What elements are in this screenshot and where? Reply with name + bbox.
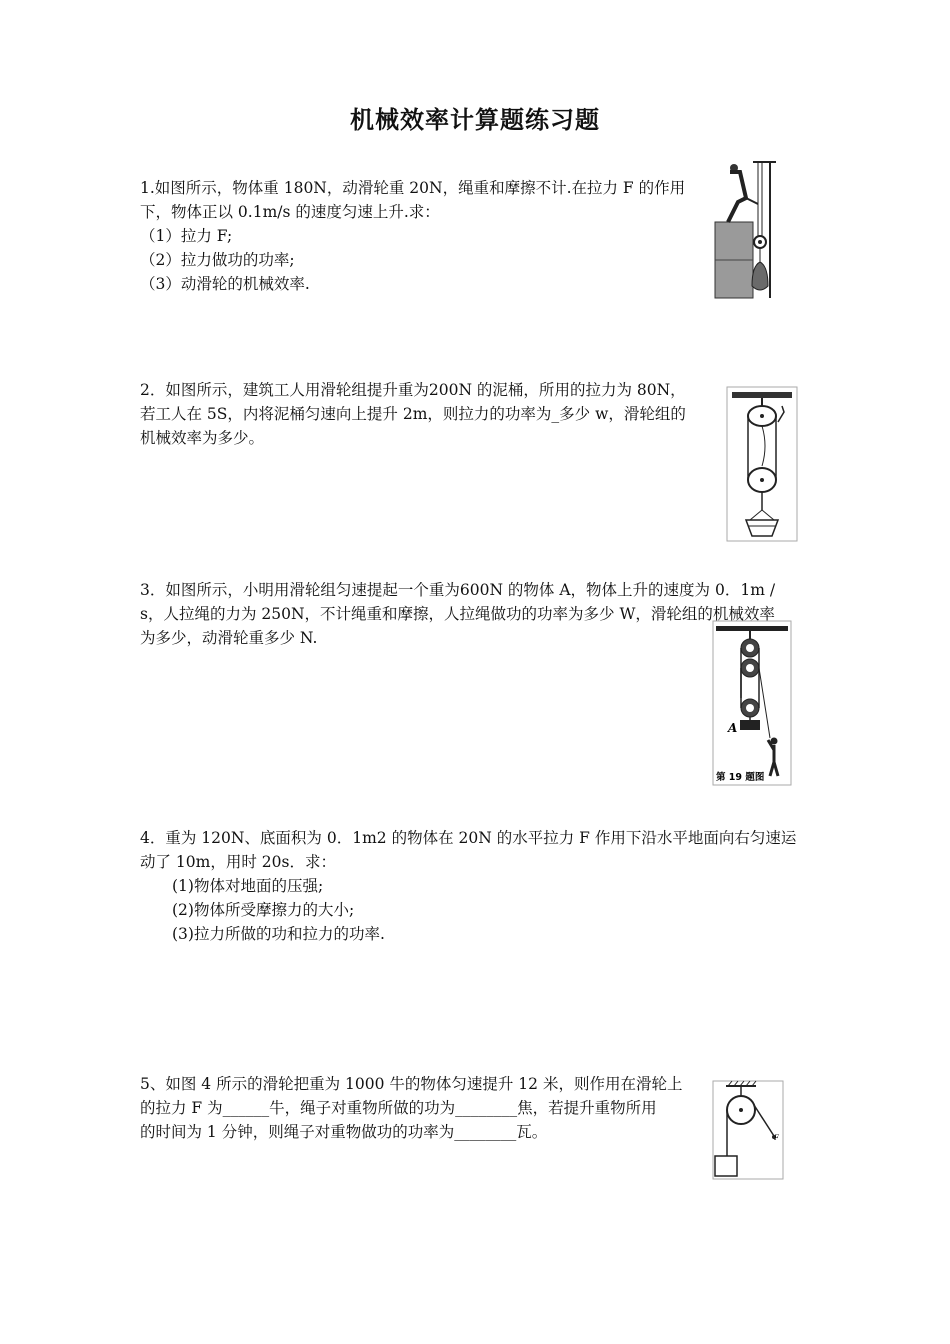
page-title: 机械效率计算题练习题 [350, 105, 600, 134]
question-5-line-2: 的拉力 F 为______牛，绳子对重物所做的功为________焦，若提升重物所用 [140, 1099, 657, 1117]
question-2-line-2: 若工人在 5S，内将泥桶匀速向上提升 2m，则拉力的功率为_多少 w，滑轮组的 [140, 405, 686, 423]
question-4 [140, 826, 820, 946]
question-5 [140, 1072, 706, 1144]
question-1-sub-2: （2）拉力做功的功率; [140, 251, 295, 269]
question-2 [140, 378, 720, 450]
question-3-line-3: 为多少，动滑轮重多少 N. [140, 629, 318, 647]
question-2-line-3: 机械效率为多少。 [140, 429, 265, 447]
question-1-line-1: 1.如图所示，物体重 180N，动滑轮重 20N，绳重和摩擦不计.在拉力 F 的作用 [140, 179, 686, 197]
figure-3-pulley-system [712, 620, 792, 786]
question-1-sub-1: （1）拉力 F; [140, 227, 233, 245]
question-1-line-2: 下，物体正以 0.1m/s 的速度匀速上升.求： [140, 203, 440, 221]
question-4-line-1: 4．重为 120N、底面积为 0．1m2 的物体在 20N 的水平拉力 F 作用下沿水平地面向右匀速运 [140, 829, 797, 847]
figure-3-label-a: A [728, 721, 738, 735]
figure-2-pulley-block [726, 386, 798, 542]
figure-5-fixed-pulley [712, 1080, 784, 1180]
figure-1-worker-pulley [712, 158, 778, 300]
question-5-line-1: 5、如图 4 所示的滑轮把重为 1000 牛的物体匀速提升 12 米，则作用在滑轮上 [140, 1075, 683, 1093]
question-2-line-1: 2．如图所示，建筑工人用滑轮组提升重为200N 的泥桶，所用的拉力为 80N， [140, 381, 686, 399]
question-1-sub-3: （3）动滑轮的机械效率. [140, 275, 310, 293]
question-4-line-2: 动了 10m，用时 20s．求： [140, 853, 336, 871]
figure-5-label-f: F [774, 1134, 779, 1142]
figure-3-caption: 第 19 题图 [716, 772, 765, 783]
question-3-line-1: 3．如图所示，小明用滑轮组匀速提起一个重为600N 的物体 A，物体上升的速度为 0．1m / [140, 581, 776, 599]
question-3-line-2: s，人拉绳的力为 250N，不计绳重和摩擦，人拉绳做功的功率为多少 W，滑轮组的机械效率 [140, 605, 775, 623]
question-5-line-3: 的时间为 1 分钟，则绳子对重物做功的功率为________瓦。 [140, 1123, 548, 1141]
question-4-sub-3: (3)拉力所做的功和拉力的功率. [172, 925, 385, 943]
question-4-sub-1: (1)物体对地面的压强; [172, 877, 324, 895]
question-4-sub-2: (2)物体所受摩擦力的大小; [172, 901, 355, 919]
question-1 [140, 176, 710, 296]
